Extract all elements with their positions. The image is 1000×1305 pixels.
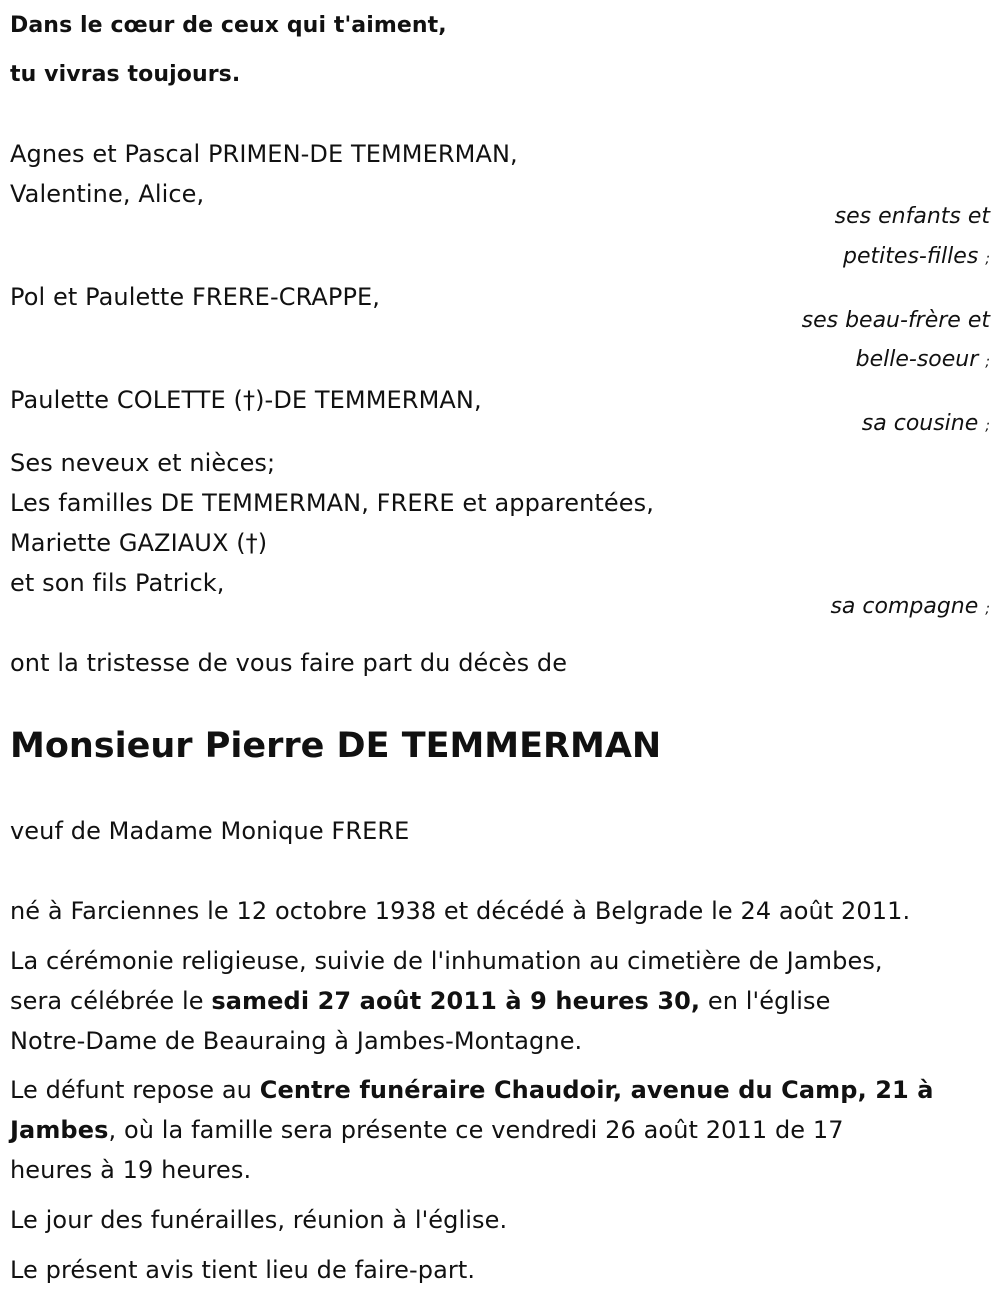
epigraph-line-1: Dans le cœur de ceux qui t'aiment, xyxy=(10,13,447,38)
ceremony-line-2 xyxy=(10,986,830,1016)
relation-children: ses enfants et xyxy=(834,204,990,229)
relation-companion xyxy=(830,592,990,624)
ceremony-line-1: La cérémonie religieuse, suivie de l'inhumation au cimetière de Jambes, xyxy=(10,947,883,975)
relation-label: belle-soeur xyxy=(855,347,979,372)
rests-line-1 xyxy=(10,1075,934,1105)
relation-label: sa cousine xyxy=(861,411,979,436)
funeral-day-text: Le jour des funérailles, réunion à l'église. xyxy=(10,1206,508,1234)
rests-line-3: heures à 19 heures. xyxy=(10,1156,252,1184)
relation-semicolon: ; xyxy=(985,354,990,370)
ceremony-line-3: Notre-Dame de Beauraing à Jambes-Montagne. xyxy=(10,1027,583,1055)
relation-sister-in-law xyxy=(856,345,990,377)
announcement-text: ont la tristesse de vous faire part du décès de xyxy=(10,649,568,677)
ceremony-text: sera célébrée le xyxy=(10,987,212,1015)
epigraph-line-2: tu vivras toujours. xyxy=(10,62,241,87)
family-group-1-line-2: Valentine, Alice, xyxy=(10,180,205,208)
relation-semicolon: ; xyxy=(985,418,990,434)
relation-label: sa compagne xyxy=(830,594,979,619)
deceased-name: Monsieur Pierre DE TEMMERMAN xyxy=(10,726,662,766)
rests-text: , où la famille sera présente ce vendredi 26 août 2011 de 17 xyxy=(108,1116,844,1144)
family-group-4-line-4: et son fils Patrick, xyxy=(10,569,225,597)
rests-line-2 xyxy=(10,1115,844,1145)
funeral-center-address: Centre funéraire Chaudoir, avenue du Camp, 21 à xyxy=(259,1076,934,1104)
family-group-4-line-2: Les familles DE TEMMERMAN, FRERE et apparentées, xyxy=(10,489,654,517)
notice-text: Le présent avis tient lieu de faire-part. xyxy=(10,1256,476,1284)
relation-cousin xyxy=(862,409,990,441)
family-group-4-line-1: Ses neveux et nièces; xyxy=(10,449,276,477)
relation-semicolon: ; xyxy=(985,601,990,617)
ceremony-datetime: samedi 27 août 2011 à 9 heures 30, xyxy=(211,987,701,1015)
funeral-center-city: Jambes xyxy=(10,1116,109,1144)
relation-granddaughters xyxy=(843,242,990,274)
birth-death-text: né à Farciennes le 12 octobre 1938 et décédé à Belgrade le 24 août 2011. xyxy=(10,897,911,925)
family-group-4-line-3: Mariette GAZIAUX (†) xyxy=(10,529,268,557)
obituary-notice xyxy=(10,0,990,1305)
family-group-3-line-1: Paulette COLETTE (†)-DE TEMMERMAN, xyxy=(10,386,482,414)
ceremony-text: en l'église xyxy=(700,987,831,1015)
rests-text: Le défunt repose au xyxy=(10,1076,260,1104)
family-group-1-line-1: Agnes et Pascal PRIMEN-DE TEMMERMAN, xyxy=(10,140,518,168)
relation-semicolon: ; xyxy=(985,251,990,267)
relation-brother-in-law: ses beau-frère et xyxy=(801,308,990,333)
family-group-2-line-1: Pol et Paulette FRERE-CRAPPE, xyxy=(10,283,381,311)
widower-text: veuf de Madame Monique FRERE xyxy=(10,817,410,845)
relation-label: petites-filles xyxy=(843,244,979,269)
